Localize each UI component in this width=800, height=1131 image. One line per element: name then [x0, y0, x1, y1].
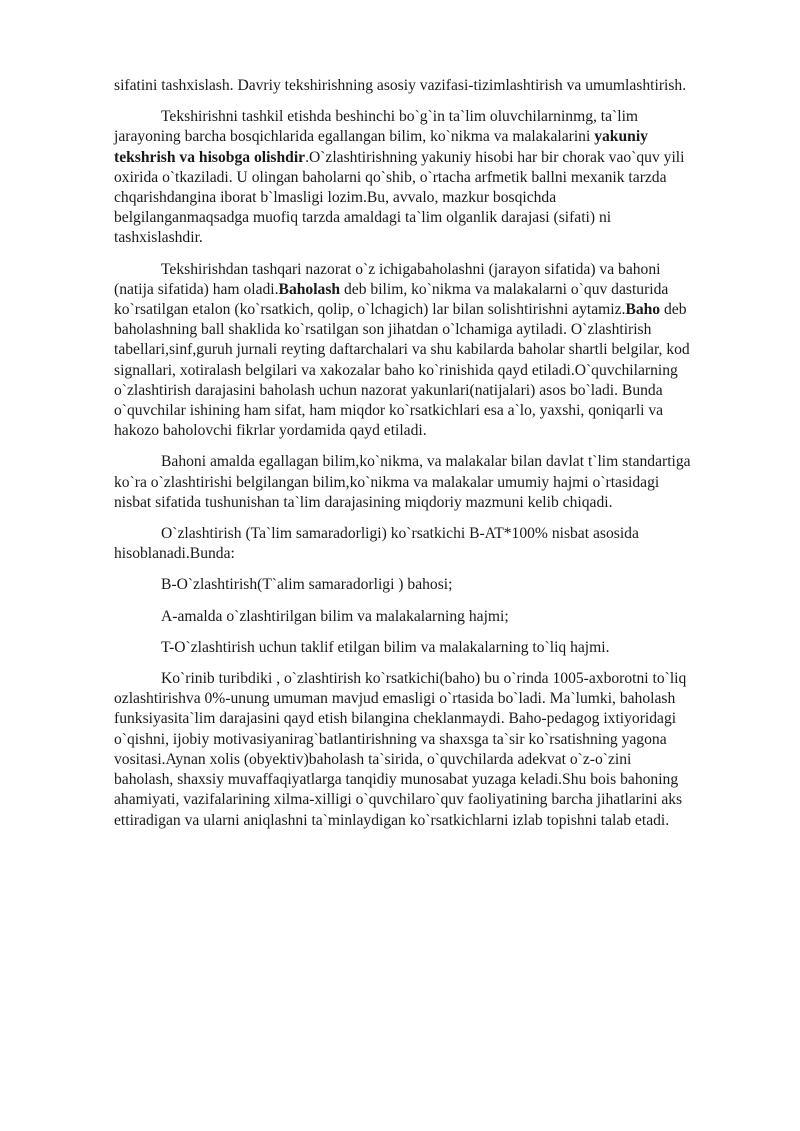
document-body — [114, 76, 694, 842]
bold-term: Baholash — [278, 280, 341, 298]
text-run: T-O`zlashtirish uchun taklif etilgan bilim va malakalarning to`liq hajmi. — [161, 638, 610, 656]
text-run: B-O`zlashtirish(T`alim samaradorligi ) bahosi; — [161, 576, 453, 594]
paragraph — [114, 260, 694, 442]
text-run: deb bilim, ko`nikma va malakalarni o`quv dasturida ko`rsatilgan etalon (ko`rsatkich, qolip, o`lchagich) lar bilan solishtirishni aytamiz. — [114, 280, 669, 319]
paragraph — [114, 524, 694, 564]
paragraph — [114, 669, 694, 831]
bold-term: Baho — [625, 301, 661, 319]
definition-line — [114, 575, 694, 595]
text-run: deb baholashning ball shaklida ko`rsatilgan son jihatdan o`lchamiga aytiladi. O`zlashtirish tabellari,sinf,guruh jurnali reyting daftarchalari va shu kabilarda baholar shartli belgilar, kod signallari, xotiralash belgilari va xakozalar baho ko`rinishida qayd etiladi.O`quvchilarning o`zlashtirish darajasini baholash uchun nazorat yakunlari(natijalari) asos bo`ladi. Bunda o`quvchilar ishining ham sifat, ham miqdor ko`rsatkichlari esa a`lo, yaxshi, qoniqarli va hakozo baholovchi fikrlar yordamida qayd etiladi. — [114, 301, 690, 440]
text-run: sifatini tashxislash. Davriy tekshirishning asosiy vazifasi-tizimlashtirish va umumlashtirish. — [114, 77, 687, 94]
bold-term: yakuniy tekshrish va hisobga olishdir — [114, 128, 648, 166]
text-run: Ko`rinib turibdiki , o`zlashtirish ko`rsatkichi(baho) bu o`rinda 1005-axborotni to`liq ozlashtirishva 0%-unung umuman mavjud emasligi o`rtasida bo`ladi. Ma`lumki, baholash funksiyasita`lim darajasini qayd etish bilangina cheklanmaydi. Baho-pedagog ixtiyoridagi o`qishni, ijobiy motivasiyanirag`batlantirishning va shaxsga ta`sir ko`rsatishning yagona vositasi.Aynan xolis (obyektiv)baholash ta`sirida, o`quvchilarda adekvat o`z-o`zini baholash, shaxsiy muvaffaqiyatlarga tanqidiy munosabat yuzaga keladi.Shu bois bahoning ahamiyati, vazifalarining xilma-xilligi o`quvchilaro`quv faoliyatining barcha jihatlarini aks ettiradigan va ularni aniqlashni ta`minlaydigan ko`rsatkichlarni izlab topishni talab etadi. — [114, 670, 687, 829]
text-run: Tekshirishni tashkil etishda beshinchi bo`g`in ta`lim oluvchilarninmg, ta`lim jarayoning barcha bosqichlarida egallangan bilim, ko`nikma va malakalarini — [114, 108, 639, 146]
paragraph — [114, 452, 694, 513]
text-run: Tekshirishdan tashqari nazorat o`z ichigabaholashni (jarayon sifatida) va bahoni (natija sifatida) ham oladi. — [114, 260, 661, 298]
definition-line — [114, 638, 694, 658]
text-run: Bahoni amalda egallagan bilim,ko`nikma, va malakalar bilan davlat t`lim standartiga ko`ra o`zlashtirishi belgilangan bilim,ko`nikma va malakalar umumiy hajmi o`rtasidagi nisbat sifatida tushunishan ta`lim darajasining miqdoriy mazmuni kelib chiqadi. — [114, 453, 691, 511]
text-run: O`zlashtirish (Ta`lim samaradorligi) ko`rsatkichi B-AT*100% nisbat asosida hisoblanadi.Bunda: — [114, 525, 639, 563]
paragraph — [114, 107, 694, 248]
paragraph — [114, 76, 694, 96]
text-run: A-amalda o`zlashtirilgan bilim va malakalarning hajmi; — [161, 607, 509, 625]
definition-line — [114, 607, 694, 627]
text-run: .O`zlashtirishning yakuniy hisobi har bir chorak vao`quv yili oxirida o`tkaziladi. U olingan baholarni qo`shib, o`rtacha arfmetik ballni mexanik tarzda chqarishdangina iborat b`lmasligi lozim.Bu, avvalo, mazkur bosqichda belgilanganmaqsadga muofiq tarzda amaldagi ta`lim olganlik darajasi (sifati) ni tashxislashdir. — [114, 148, 685, 247]
